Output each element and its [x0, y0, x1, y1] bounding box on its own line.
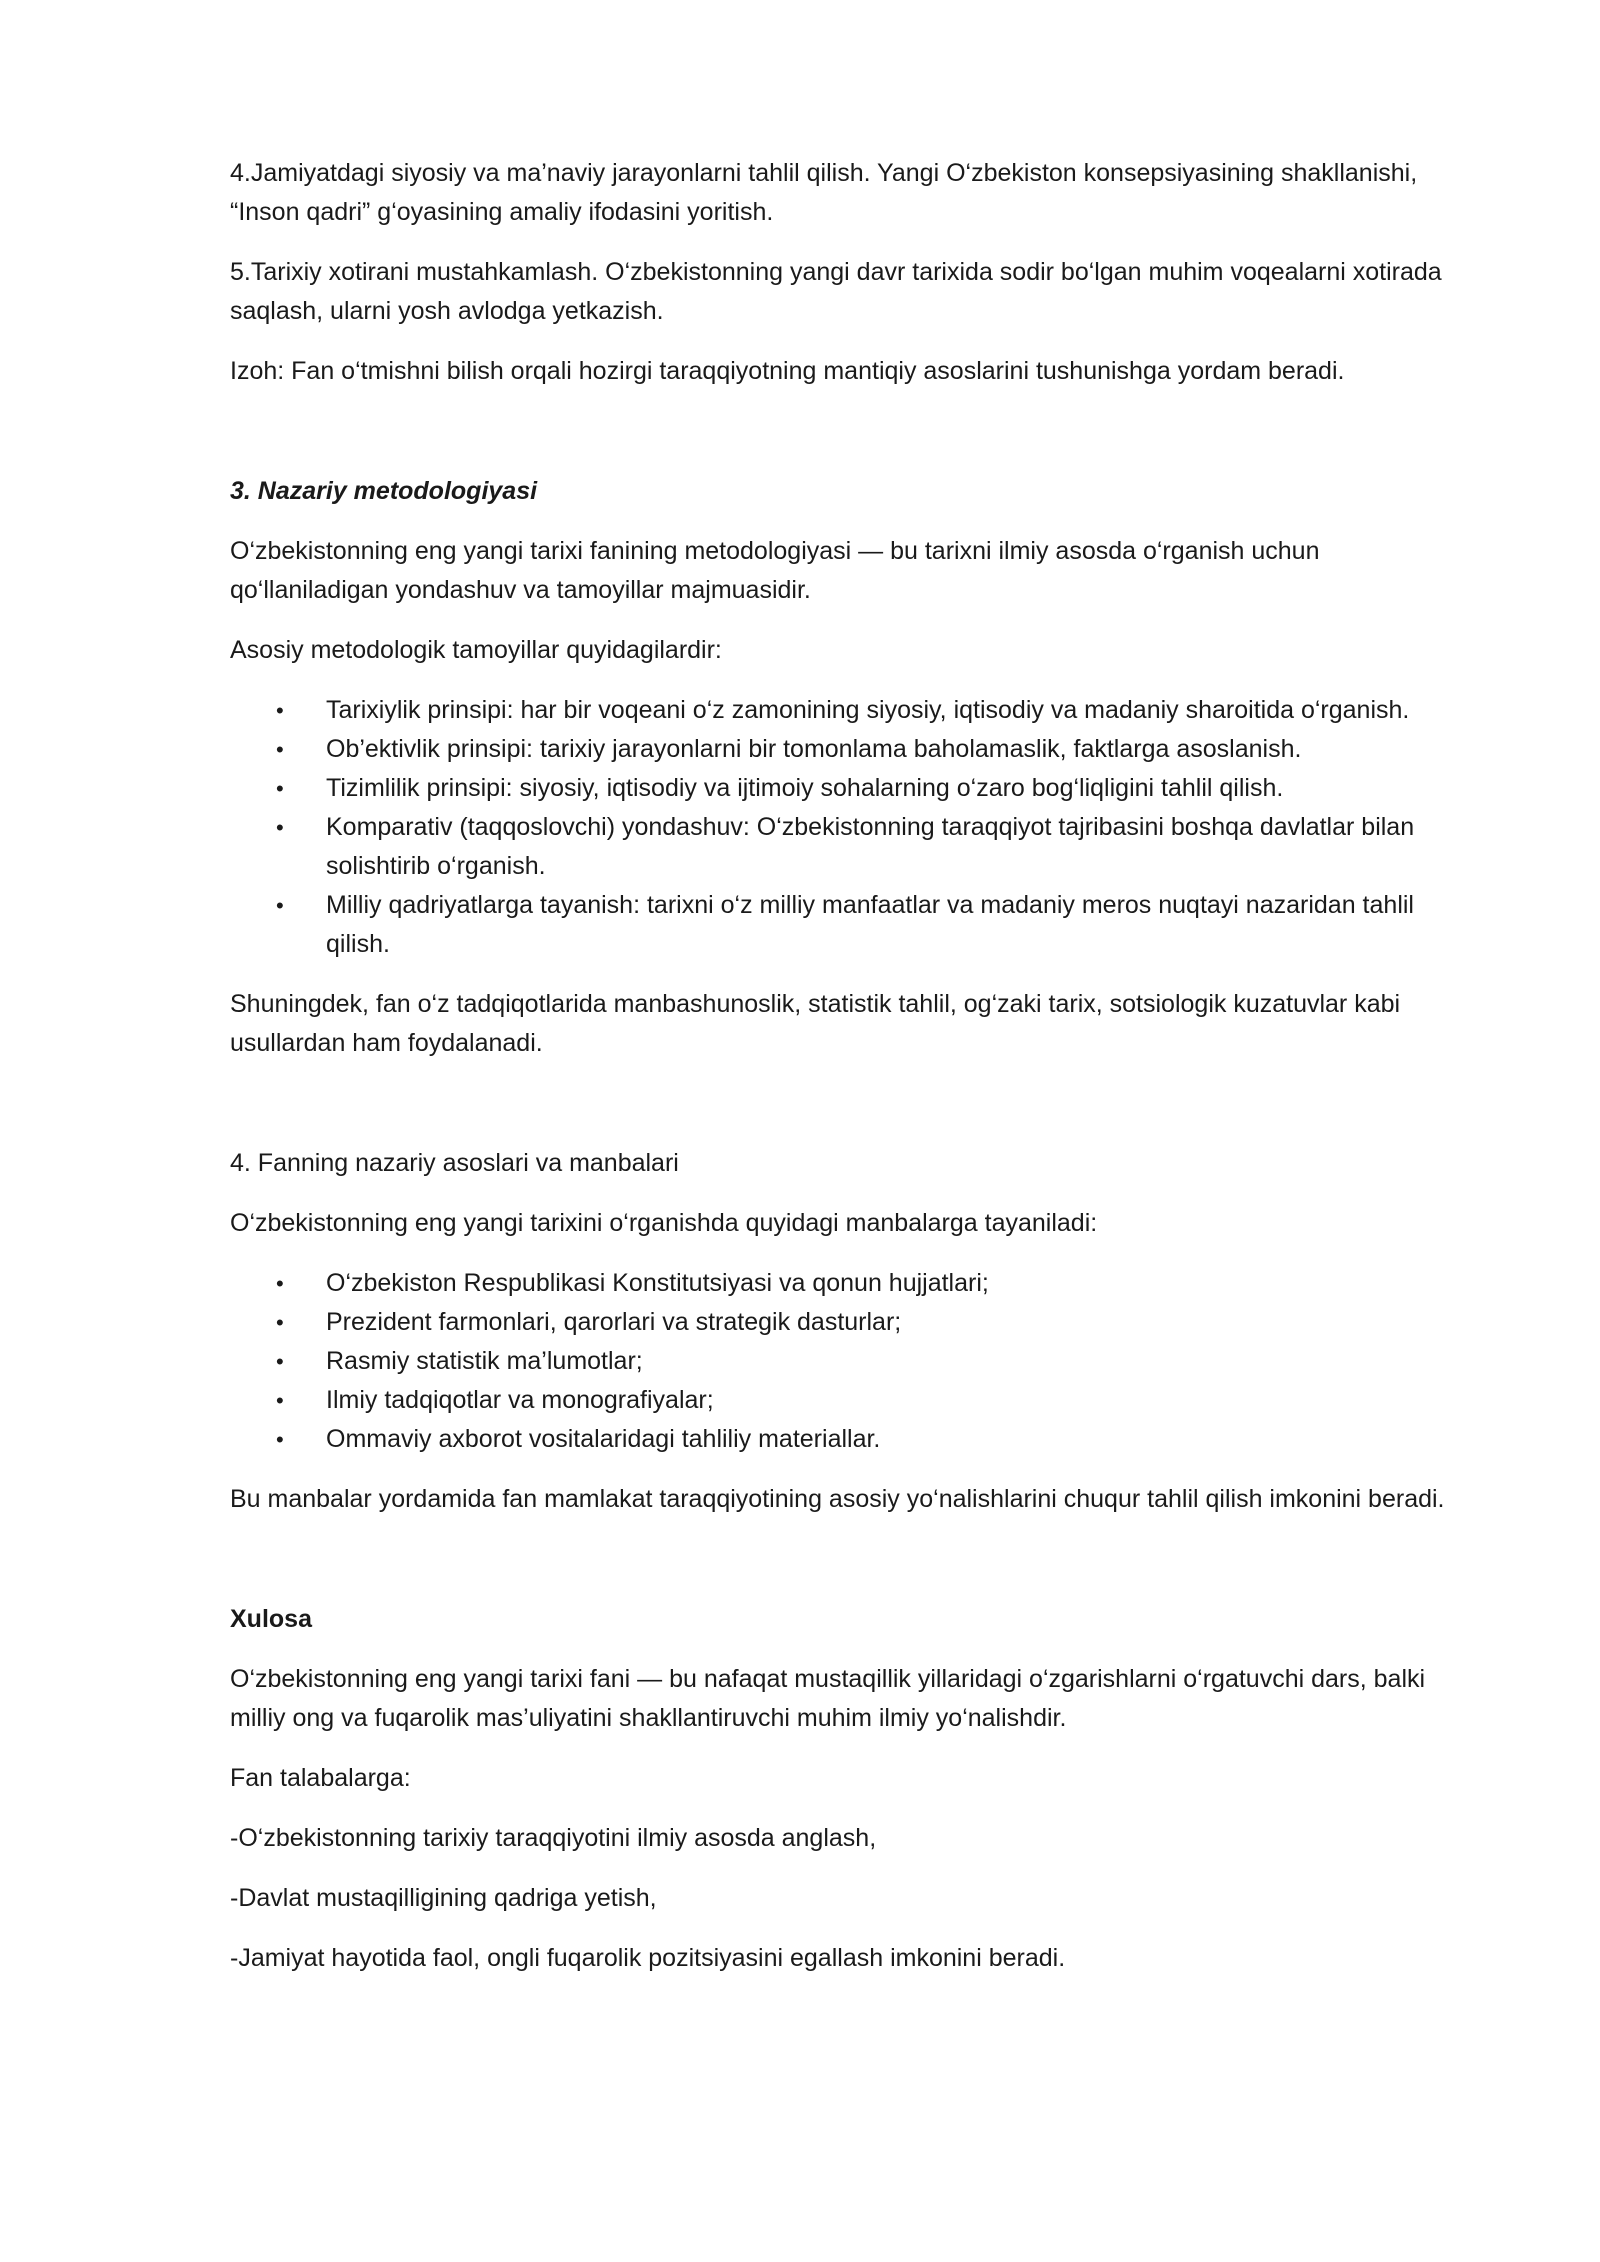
conclusion-paragraph-1: O‘zbekistonning eng yangi tarixi fani — bu nafaqat mustaqillik yillaridagi o‘zgarishlarni o‘rgatuvchi dars, balki milliy ong va fuqarolik mas’uliyatini shakllantiruvchi muhim ilmiy yo‘nalishdir. [230, 1665, 1426, 1732]
list-item [276, 1420, 1470, 1459]
list-item [276, 808, 1470, 886]
principles-list [230, 691, 1470, 964]
bullet-icon: • [276, 776, 284, 801]
list-item [276, 769, 1470, 808]
list-item [276, 886, 1470, 964]
section-4-heading: 4. Fanning nazariy asoslari va manbalari [230, 1149, 679, 1177]
section-4-paragraph-2: Bu manbalar yordamida fan mamlakat taraqqiyotining asosiy yo‘nalishlarini chuqur tahlil qilish imkonini beradi. [230, 1485, 1445, 1513]
list-item [276, 1264, 1470, 1303]
bullet-icon: • [276, 1271, 284, 1296]
section-4-paragraph-1: O‘zbekistonning eng yangi tarixini o‘rganishda quyidagi manbalarga tayaniladi: [230, 1209, 1098, 1237]
bullet-icon: • [276, 815, 284, 840]
section-spacer [230, 1084, 1470, 1144]
list-item-text: Ilmiy tadqiqotlar va monografiyalar; [326, 1386, 714, 1414]
section-spacer [230, 1540, 1470, 1600]
conclusion-item: -O‘zbekistonning tarixiy taraqqiyotini ilmiy asosda anglash, [230, 1824, 877, 1852]
bullet-icon: • [276, 1349, 284, 1374]
section-3-heading: 3. Nazariy metodologiyasi [230, 477, 538, 505]
list-item-text: Ommaviy axborot vositalaridagi tahliliy materiallar. [326, 1425, 881, 1453]
note-paragraph: Izoh: Fan o‘tmishni bilish orqali hozirgi taraqqiyotning mantiqiy asoslarini tushunishga yordam beradi. [230, 357, 1345, 385]
list-item-text: Ob’ektivlik prinsipi: tarixiy jarayonlarni bir tomonlama baholamaslik, faktlarga asoslanish. [326, 735, 1302, 763]
list-item [276, 691, 1470, 730]
bullet-icon: • [276, 737, 284, 762]
list-item-text: Milliy qadriyatlarga tayanish: tarixni o‘z milliy manfaatlar va madaniy meros nuqtayi nazaridan tahlil qilish. [326, 891, 1414, 958]
conclusion-item: -Jamiyat hayotida faol, ongli fuqarolik pozitsiyasini egallash imkonini beradi. [230, 1944, 1066, 1972]
list-item [276, 1303, 1470, 1342]
sources-list [230, 1264, 1470, 1459]
section-spacer [230, 412, 1470, 472]
list-item-text: Rasmiy statistik ma’lumotlar; [326, 1347, 643, 1375]
list-item [276, 1342, 1470, 1381]
list-item-text: Prezident farmonlari, qarorlari va strategik dasturlar; [326, 1308, 902, 1336]
section-3-paragraph-2: Asosiy metodologik tamoyillar quyidagilardir: [230, 636, 722, 664]
list-item [276, 730, 1470, 769]
list-item-text: Tarixiylik prinsipi: har bir voqeani o‘z zamonining siyosiy, iqtisodiy va madaniy sharoitida o‘rganish. [326, 696, 1410, 724]
list-item-text: O‘zbekiston Respublikasi Konstitutsiyasi va qonun hujjatlari; [326, 1269, 989, 1297]
section-3-paragraph-1: O‘zbekistonning eng yangi tarixi fanining metodologiyasi — bu tarixni ilmiy asosda o‘rganish uchun qo‘llaniladigan yondashuv va tamoyillar majmuasidir. [230, 537, 1320, 604]
bullet-icon: • [276, 698, 284, 723]
bullet-icon: • [276, 893, 284, 918]
paragraph-item-4: 4.Jamiyatdagi siyosiy va ma’naviy jarayonlarni tahlil qilish. Yangi O‘zbekiston konsepsiyasining shakllanishi, “Inson qadri” g‘oyasining amaliy ifodasini yoritish. [230, 159, 1418, 226]
conclusion-item: -Davlat mustaqilligining qadriga yetish, [230, 1884, 657, 1912]
paragraph-item-5: 5.Tarixiy xotirani mustahkamlash. O‘zbekistonning yangi davr tarixida sodir bo‘lgan muhim voqealarni xotirada saqlash, ularni yosh avlodga yetkazish. [230, 258, 1442, 325]
section-3-paragraph-3: Shuningdek, fan o‘z tadqiqotlarida manbashunoslik, statistik tahlil, og‘zaki tarix, sotsiologik kuzatuvlar kabi usullardan ham foydalanadi. [230, 990, 1401, 1057]
list-item-text: Tizimlilik prinsipi: siyosiy, iqtisodiy va ijtimoiy sohalarning o‘zaro bog‘liqligini tahlil qilish. [326, 774, 1284, 802]
list-item [276, 1381, 1470, 1420]
conclusion-paragraph-2: Fan talabalarga: [230, 1764, 411, 1792]
bullet-icon: • [276, 1310, 284, 1335]
bullet-icon: • [276, 1427, 284, 1452]
bullet-icon: • [276, 1388, 284, 1413]
list-item-text: Komparativ (taqqoslovchi) yondashuv: O‘zbekistonning taraqqiyot tajribasini boshqa davlatlar bilan solishtirib o‘rganish. [326, 813, 1415, 880]
conclusion-heading: Xulosa [230, 1605, 312, 1633]
